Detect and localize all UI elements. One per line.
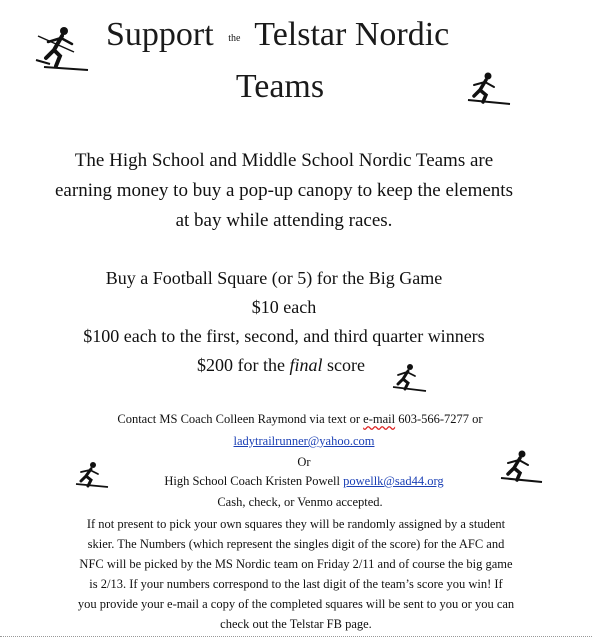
details-line: you provide your e-mail a copy of the completed squares will be sent to you or you can bbox=[77, 597, 515, 611]
details-line: check out the Telstar FB page. bbox=[220, 617, 372, 631]
details-line: If not present to pick your own squares they will be randomly assigned by a student bbox=[86, 517, 506, 531]
hs-email-link[interactable]: powellk@sad44.org bbox=[343, 474, 444, 488]
title-telstar: Telstar Nordic bbox=[254, 16, 450, 53]
offer-final-pre: $200 for the bbox=[197, 355, 290, 375]
offer-final-prize bbox=[0, 351, 568, 380]
details-line: is 2/13. If your numbers correspond to the last digit of the team’s score you win! If bbox=[89, 577, 503, 591]
contact-hs-pre: High School Coach Kristen Powell bbox=[164, 474, 344, 488]
details-line: NFC will be picked by the MS Nordic team on Friday 2/11 and of course the big game bbox=[79, 557, 513, 571]
contact-ms bbox=[0, 410, 592, 429]
contact-block bbox=[0, 410, 592, 429]
contact-or: Or bbox=[297, 455, 311, 469]
offer-block bbox=[0, 264, 568, 380]
details-line: skier. The Numbers (which represent the singles digit of the score) for the AFC and bbox=[87, 537, 505, 551]
ms-email-link[interactable]: ladytrailrunner@yahoo.com bbox=[233, 434, 375, 448]
offer-final-em: final bbox=[289, 355, 323, 375]
intro-paragraph bbox=[0, 146, 568, 236]
contact-ms-pre: Contact MS Coach Colleen Raymond via text or bbox=[117, 412, 364, 426]
skier-icon bbox=[34, 24, 90, 72]
offer-quarter-prize: $100 each to the first, second, and third quarter winners bbox=[83, 326, 485, 346]
contact-ms-email-row bbox=[0, 432, 592, 451]
intro-line: at bay while attending races. bbox=[175, 210, 393, 231]
page-title bbox=[106, 16, 449, 54]
details-paragraph bbox=[0, 514, 592, 634]
intro-line: The High School and Middle School Nordic Teams are bbox=[74, 150, 494, 171]
intro-line: earning money to buy a pop-up canopy to keep the elements bbox=[55, 180, 513, 201]
title-support: Support bbox=[106, 16, 214, 53]
offer-line-1: Buy a Football Square (or 5) for the Big Game bbox=[105, 268, 443, 288]
contact-hs bbox=[0, 472, 592, 491]
offer-final-post: score bbox=[322, 355, 365, 375]
payment-note: Cash, check, or Venmo accepted. bbox=[217, 495, 383, 509]
offer-price: $10 each bbox=[251, 297, 317, 317]
title-the: the bbox=[228, 33, 241, 44]
page-bottom-divider bbox=[0, 636, 592, 637]
contact-ms-post: 603-566-7277 or bbox=[395, 412, 483, 426]
contact-ms-email-word: e-mail bbox=[363, 412, 396, 426]
page-title-line2: Teams bbox=[235, 68, 325, 105]
